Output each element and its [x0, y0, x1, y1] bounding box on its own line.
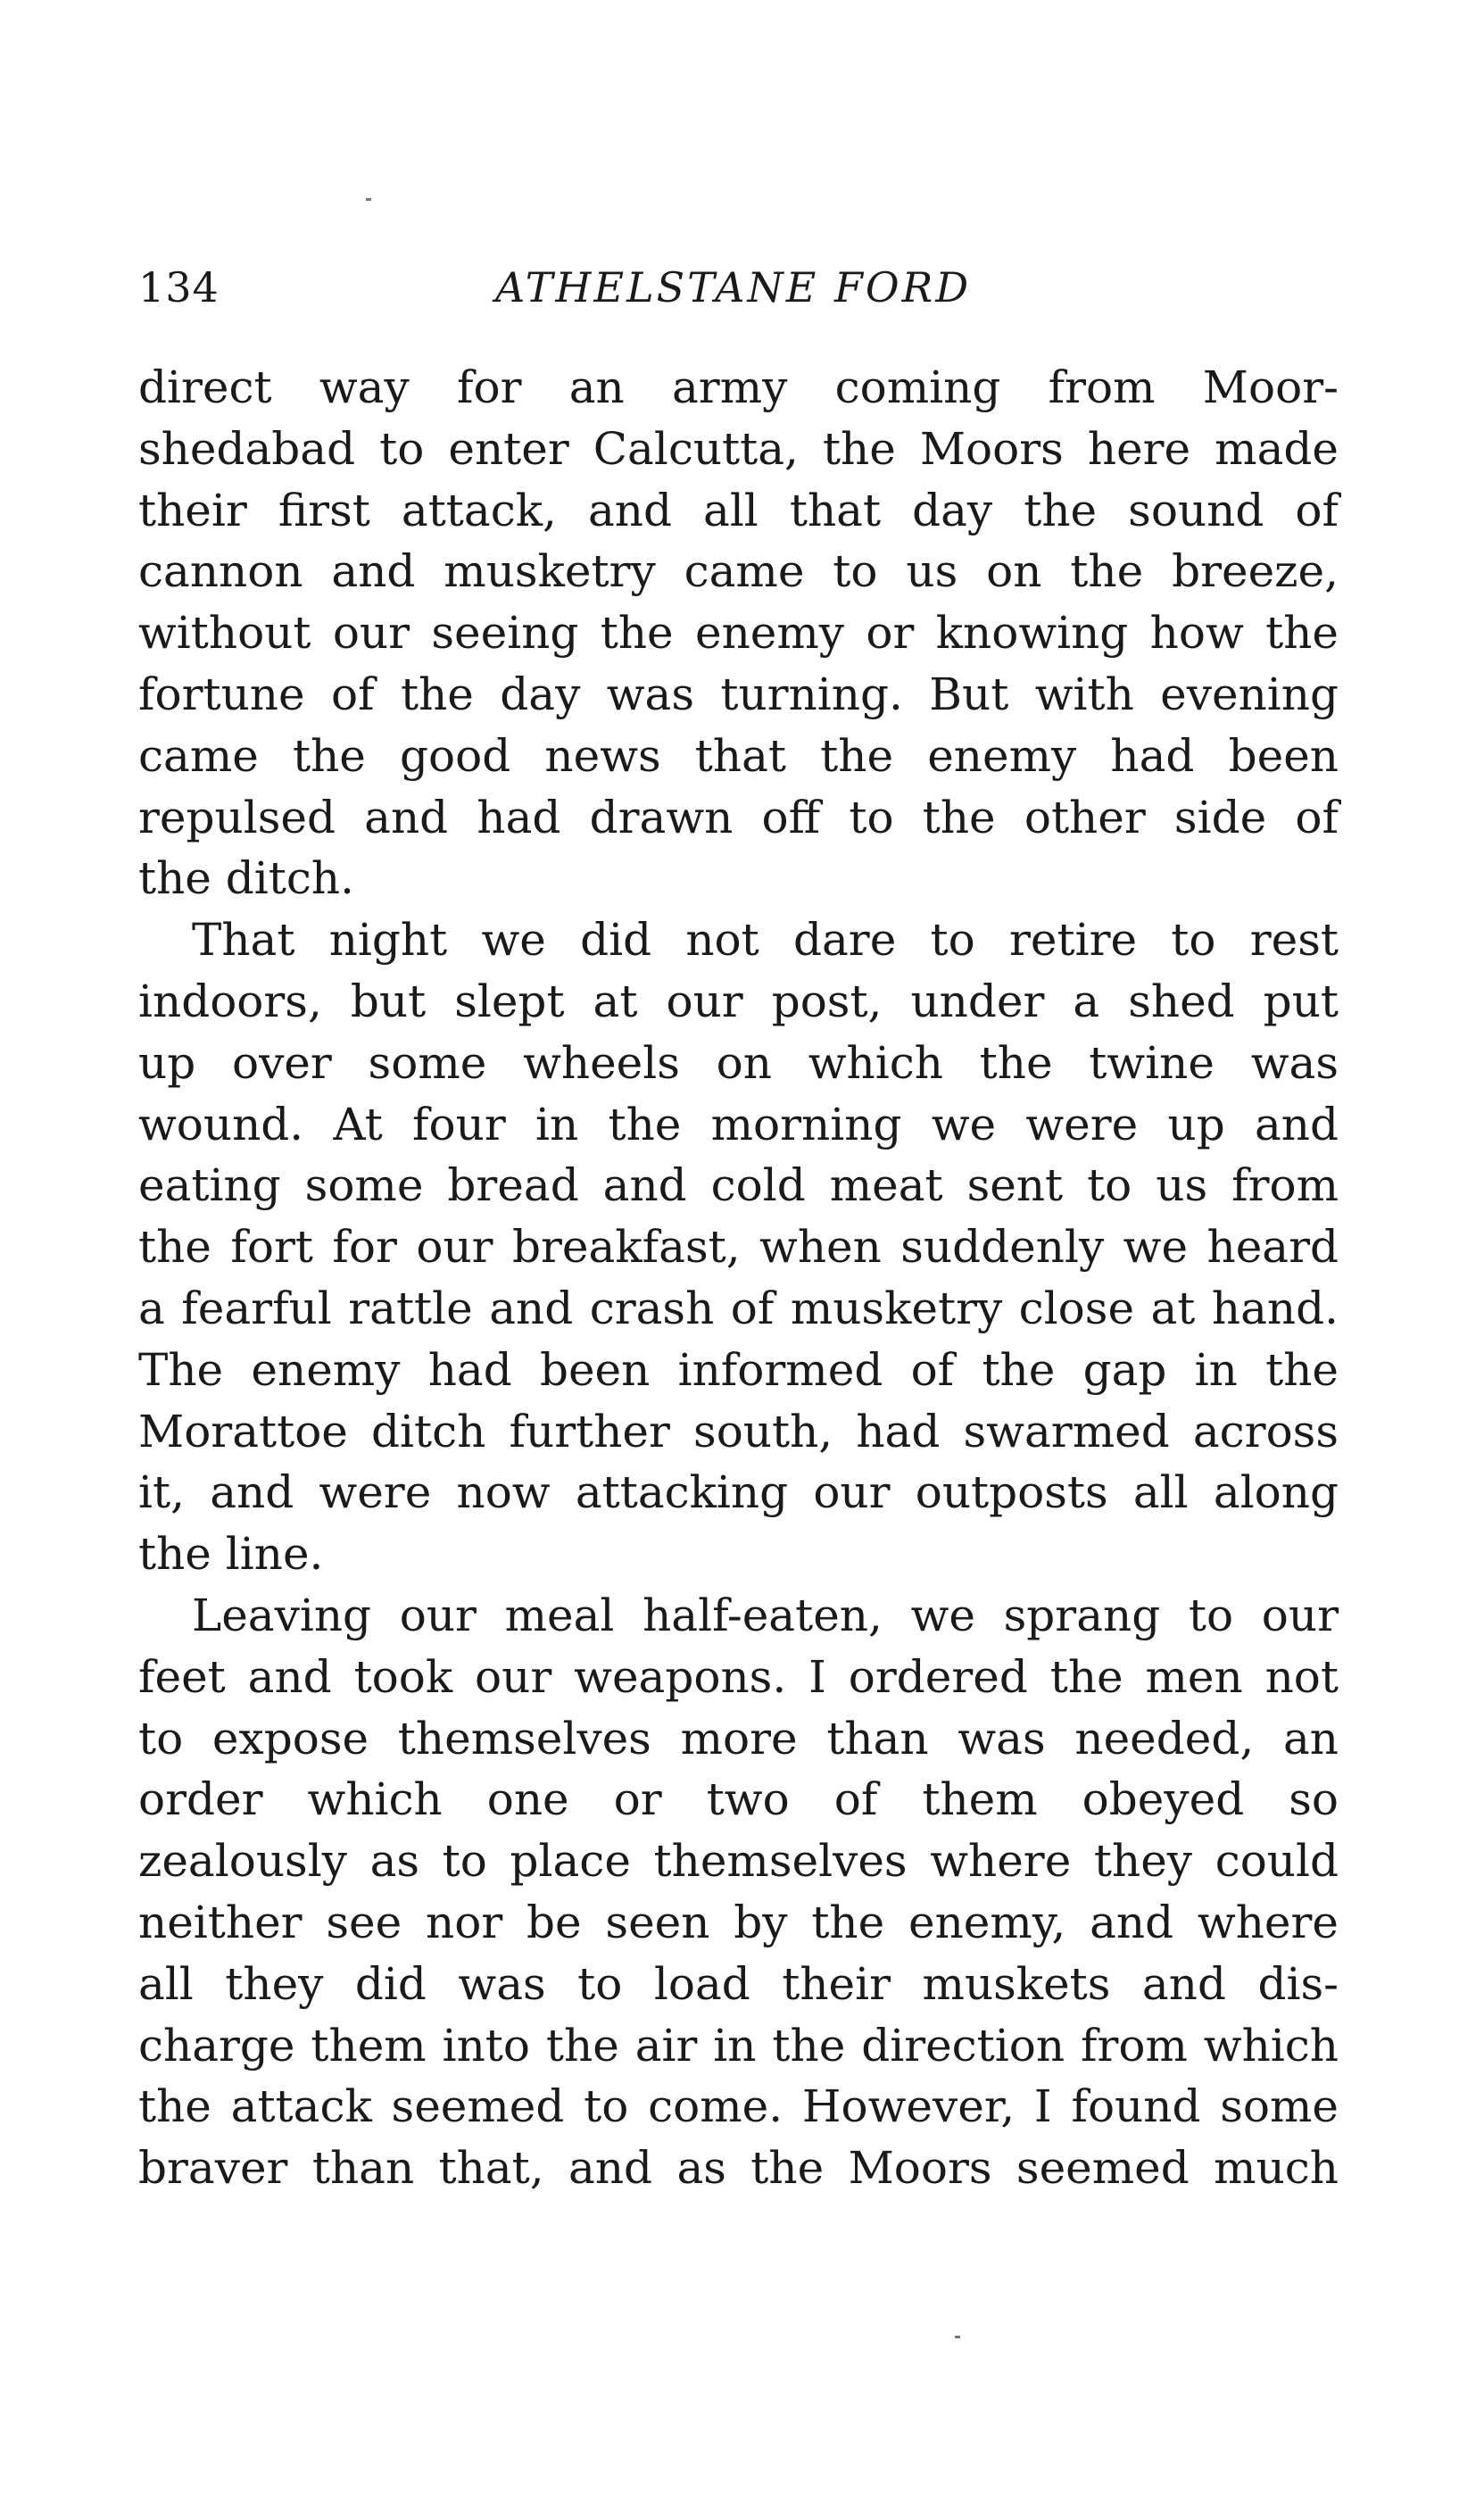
bottom-speck-mark [955, 2336, 960, 2338]
text-line: indoors, but slept at our post, under a shed put [138, 975, 1339, 1027]
text-line: order which one or two of them obeyed so [138, 1773, 1339, 1826]
text-line: repulsed and had drawn off to the other side of [138, 791, 1339, 843]
text-line: Morattoe ditch further south, had swarmed across [138, 1405, 1339, 1457]
text-line: charge them into the air in the direction from which [138, 2019, 1339, 2071]
text-line: neither see nor be seen by the enemy, and where [138, 1896, 1339, 1948]
text-line: it, and were now attacking our outposts all along [138, 1466, 1339, 1519]
top-speck-mark [366, 198, 371, 201]
text-line: zealously as to place themselves where they could [138, 1835, 1339, 1888]
text-line: the line. [138, 1528, 324, 1581]
body-text [138, 357, 1339, 2199]
text-line: up over some wheels on which the twine was [138, 1036, 1339, 1089]
text-line: The enemy had been informed of the gap in the [138, 1343, 1339, 1396]
text-line: the fort for our breakfast, when suddenly we heard [138, 1221, 1339, 1274]
text-line: eating some bread and cold meat sent to us from [138, 1159, 1339, 1212]
running-title: ATHELSTANE FORD [495, 263, 972, 311]
text-line: shedabad to enter Calcutta, the Moors here made [138, 422, 1339, 475]
text-line: fortune of the day was turning. But with evening [138, 668, 1339, 720]
paragraph-3 [138, 1585, 1339, 2199]
text-line: to expose themselves more than was needed, an [138, 1712, 1339, 1764]
text-line: the ditch. [138, 852, 354, 905]
text-line: braver than that, and as the Moors seemed much [138, 2142, 1339, 2195]
paragraph-1 [138, 357, 1339, 909]
text-line: without our seeing the enemy or knowing how the [138, 607, 1339, 660]
text-line: Leaving our meal half-eaten, we sprang to our [192, 1589, 1339, 1641]
text-line: cannon and musketry came to us on the breeze, [138, 545, 1339, 598]
text-line: feet and took our weapons. I ordered the men not [138, 1650, 1339, 1703]
page-number: 134 [138, 263, 220, 311]
text-line: That night we did not dare to retire to rest [192, 914, 1339, 967]
text-line: direct way for an army coming from Moor- [138, 361, 1339, 413]
paragraph-2 [138, 909, 1339, 1585]
text-line: the attack seemed to come. However, I found some [138, 2080, 1339, 2133]
text-line: their first attack, and all that day the sound of [138, 484, 1339, 536]
text-line: came the good news that the enemy had been [138, 729, 1339, 782]
text-line: a fearful rattle and crash of musketry close at hand. [138, 1282, 1339, 1334]
text-line: all they did was to load their muskets and dis- [138, 1957, 1339, 2010]
text-line: wound. At four in the morning we were up and [138, 1098, 1339, 1150]
page-header [138, 261, 1334, 314]
